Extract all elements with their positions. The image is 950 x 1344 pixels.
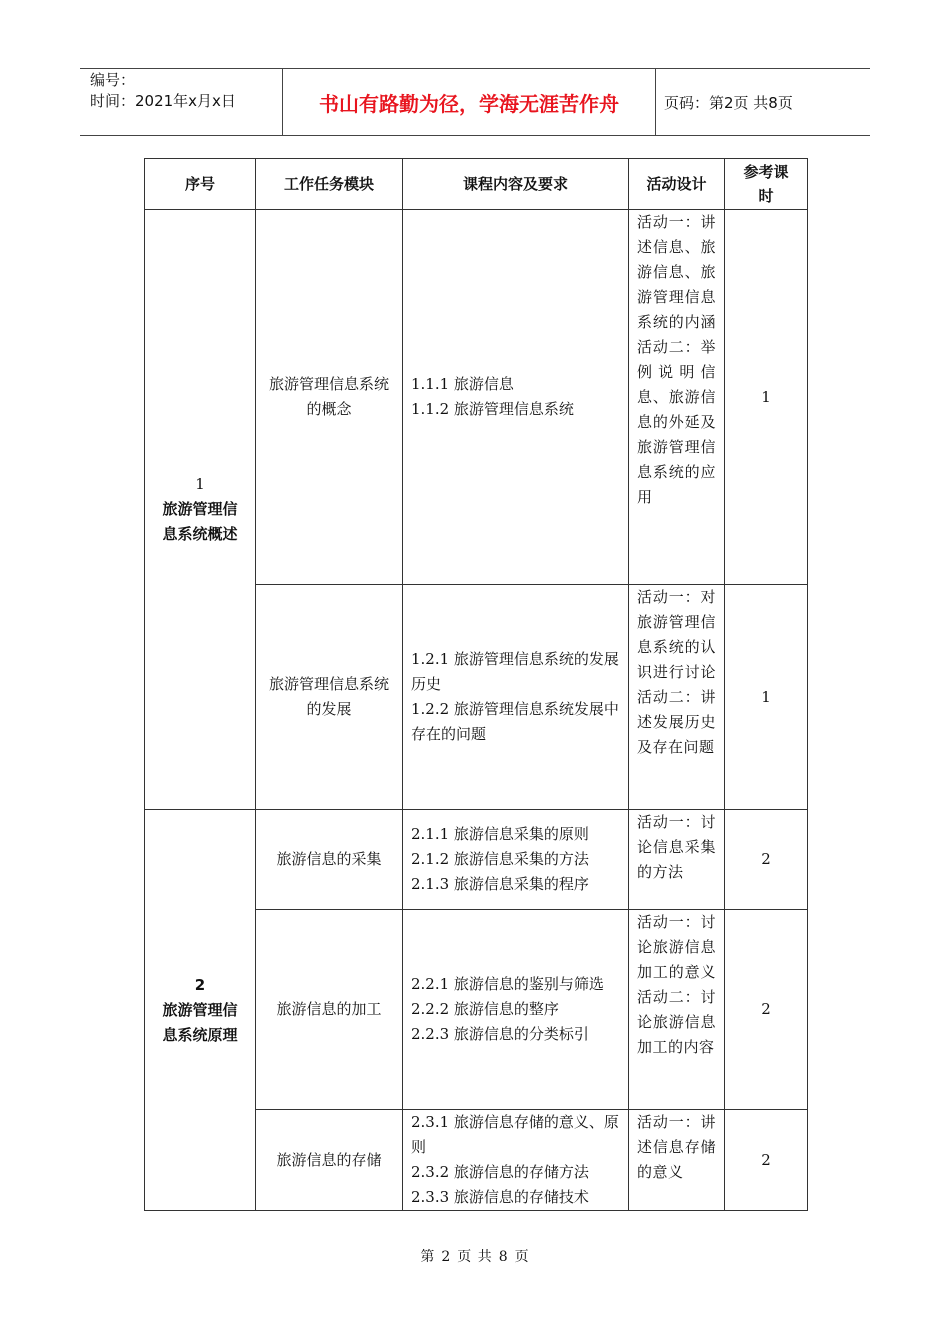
hours-cell: 1	[725, 585, 808, 810]
content-item: 1.1.2 旅游管理信息系统	[411, 400, 574, 418]
footer-page-number: 2	[441, 1249, 452, 1265]
header-slogan: 书山有路勤为径，学海无涯苦作舟	[282, 69, 656, 135]
header-seq: 序号	[145, 159, 256, 210]
activity-cell: 活动一：讲述信息、旅游信息、旅游管理信息系统的内涵活动二：举例说明信息、旅游信息的外延及旅游管理信息系统的应用	[629, 210, 725, 585]
content-item: 2.2.1 旅游信息的鉴别与筛选	[411, 975, 604, 993]
group-title: 旅游管理信息系统概述	[162, 500, 238, 543]
content-item: 2.2.2 旅游信息的整序	[411, 1000, 559, 1018]
content-item: 2.3.1 旅游信息存储的意义、原则	[411, 1113, 619, 1156]
group-cell	[145, 810, 256, 1211]
content-item: 2.3.3 旅游信息的存储技术	[411, 1188, 589, 1206]
module-cell: 旅游信息的加工	[256, 910, 403, 1110]
header-page-info: 页码：第2页 共8页	[664, 93, 793, 112]
group-title: 旅游管理信息系统原理	[162, 1000, 238, 1044]
table-header-row	[145, 159, 808, 210]
module-cell: 旅游管理信息系统的发展	[256, 585, 403, 810]
content-cell	[403, 210, 629, 585]
module-cell: 旅游管理信息系统的概念	[256, 210, 403, 585]
footer-middle: 页 共	[457, 1249, 493, 1265]
group-number: 2	[194, 975, 206, 994]
content-item: 2.1.2 旅游信息采集的方法	[411, 850, 589, 868]
time-label: 时间：2021年x月x日	[90, 92, 236, 110]
page-header	[80, 68, 870, 136]
footer-total-pages: 8	[498, 1249, 509, 1265]
footer-suffix: 页	[514, 1249, 530, 1265]
footer-prefix: 第	[420, 1249, 436, 1265]
content-item: 1.2.2 旅游管理信息系统发展中存在的问题	[411, 700, 619, 743]
content-item: 1.2.1 旅游管理信息系统的发展历史	[411, 650, 619, 693]
hours-cell: 1	[725, 210, 808, 585]
content-cell	[403, 585, 629, 810]
curriculum-table	[144, 158, 808, 1211]
content-cell	[403, 910, 629, 1110]
header-content: 课程内容及要求	[403, 159, 629, 210]
content-item: 1.1.1 旅游信息	[411, 375, 514, 393]
content-item: 2.1.3 旅游信息采集的程序	[411, 875, 589, 893]
activity-cell: 活动一：讨论信息采集的方法	[629, 810, 725, 910]
hours-cell: 2	[725, 1110, 808, 1211]
hours-cell: 2	[725, 910, 808, 1110]
header-hours: 参考课时	[725, 159, 808, 210]
content-item: 2.2.3 旅游信息的分类标引	[411, 1025, 589, 1043]
activity-cell: 活动一：讨论旅游信息加工的意义活动二：讨论旅游信息加工的内容	[629, 910, 725, 1110]
hours-cell: 2	[725, 810, 808, 910]
module-cell: 旅游信息的存储	[256, 1110, 403, 1211]
group-number: 1	[195, 475, 205, 493]
content-item: 2.1.1 旅游信息采集的原则	[411, 825, 589, 843]
activity-cell: 活动一：对旅游管理信息系统的认识进行讨论活动二：讲述发展历史及存在问题	[629, 585, 725, 810]
group-cell	[145, 210, 256, 810]
module-cell: 旅游信息的采集	[256, 810, 403, 910]
number-label: 编号：	[90, 71, 136, 89]
table-row	[145, 210, 808, 585]
content-cell	[403, 810, 629, 910]
header-module: 工作任务模块	[256, 159, 403, 210]
content-cell	[403, 1110, 629, 1211]
content-item: 2.3.2 旅游信息的存储方法	[411, 1163, 589, 1181]
page-footer	[0, 1246, 950, 1266]
table-row	[145, 810, 808, 910]
activity-cell: 活动一：讲述信息存储的意义	[629, 1110, 725, 1211]
header-meta	[80, 69, 282, 135]
header-activity: 活动设计	[629, 159, 725, 210]
